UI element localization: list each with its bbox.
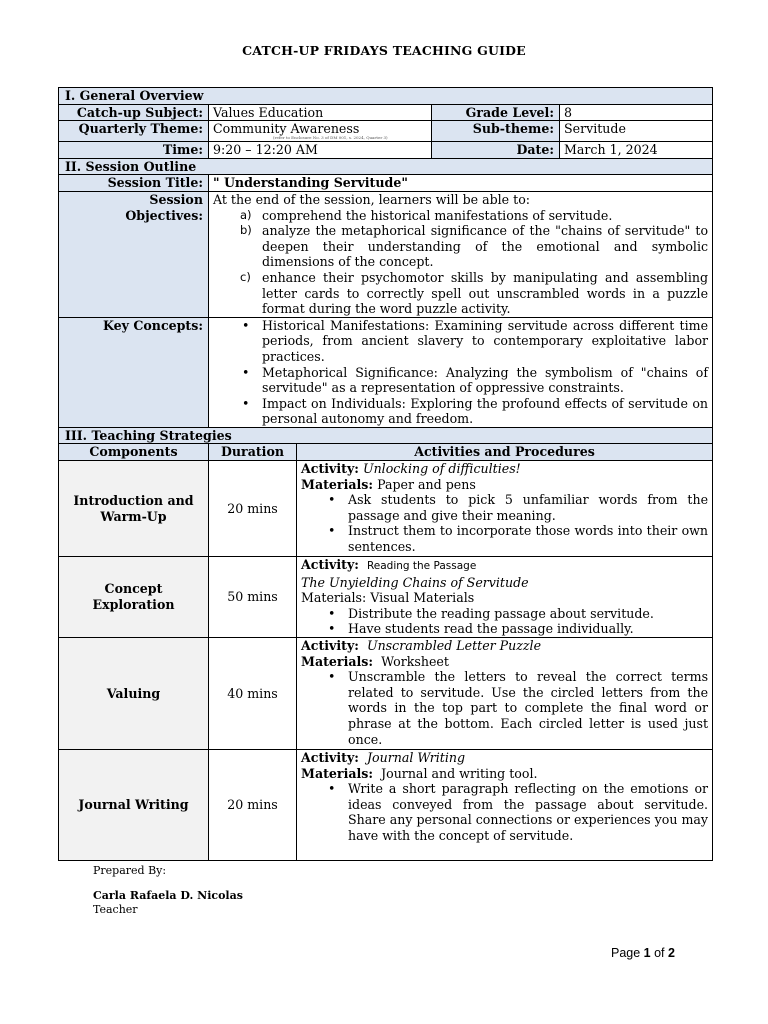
objectives-intro: At the end of the session, learners will be able to: bbox=[213, 191, 531, 207]
objective-marker: b) bbox=[240, 223, 252, 238]
subject-row bbox=[59, 104, 713, 121]
sub-theme-label: Sub-theme: bbox=[432, 121, 560, 142]
activity-title: Journal Writing bbox=[366, 750, 466, 766]
objective-item bbox=[213, 223, 708, 270]
duration-header: Duration bbox=[209, 444, 297, 461]
preparer-role: Teacher bbox=[93, 903, 138, 916]
activity-step: • Instruct them to incorporate those words into their own sentences. bbox=[301, 523, 708, 554]
activity-title: Unscrambled Letter Puzzle bbox=[366, 638, 542, 654]
activity-cell bbox=[297, 557, 713, 638]
strategy-row bbox=[59, 638, 713, 750]
materials-value: Journal and writing tool. bbox=[381, 765, 538, 781]
date-label: Date: bbox=[432, 142, 560, 159]
activity-title: Reading the Passage bbox=[366, 560, 477, 573]
objectives-label-line-1: Session bbox=[149, 191, 203, 207]
page-number bbox=[611, 946, 675, 960]
materials-line bbox=[301, 654, 708, 670]
activity-cell bbox=[297, 750, 713, 861]
activity-line bbox=[301, 557, 708, 575]
activities-header: Activities and Procedures bbox=[297, 444, 713, 461]
activity-steps bbox=[301, 669, 708, 747]
key-concept-item: • Metaphorical Significance: Analyzing the symbolism of "chains of servitude" as a representation of oppressive constraints. bbox=[213, 365, 708, 396]
session-outline-heading: II. Session Outline bbox=[59, 158, 713, 175]
component-name: Valuing bbox=[59, 638, 209, 750]
grade-level-label: Grade Level: bbox=[432, 104, 560, 121]
page-of: of bbox=[650, 946, 668, 960]
activity-step: • Unscramble the letters to reveal the correct terms related to servitude. Use the circled letters from the words in the top part to complete the final word or phrase at the bottom. Each circled letter is used just once. bbox=[301, 669, 708, 747]
theme-reference-note: (refer to Enclosure No. 3 of DM 001, s. 2024, Quarter 3) bbox=[273, 134, 388, 140]
quarterly-theme-value: Community Awareness bbox=[213, 121, 360, 137]
page-prefix: Page bbox=[611, 946, 644, 960]
grade-level-value: 8 bbox=[560, 104, 713, 121]
time-row bbox=[59, 142, 713, 159]
activity-label: Activity: bbox=[301, 557, 359, 573]
time-value: 9:20 – 12:20 AM bbox=[209, 142, 432, 159]
activity-steps bbox=[301, 492, 708, 554]
activity-label: Activity: bbox=[301, 638, 359, 654]
materials-line bbox=[301, 766, 708, 782]
component-duration: 20 mins bbox=[209, 461, 297, 557]
key-concept-item: • Historical Manifestations: Examining servitude across different time periods, from ancient slavery to contemporary exploitative labor practices. bbox=[213, 318, 708, 365]
activity-steps bbox=[301, 781, 708, 843]
objectives-row bbox=[59, 191, 713, 317]
session-title-label: Session Title: bbox=[59, 175, 209, 192]
component-name: Journal Writing bbox=[59, 750, 209, 861]
objective-item bbox=[213, 208, 708, 224]
component-name: Concept Exploration bbox=[59, 557, 209, 638]
objective-text: enhance their psychomotor skills by manipulating and assembling letter cards to correctly spell out unscrambled words in a puzzle format during the word puzzle activity. bbox=[262, 269, 709, 317]
date-value: March 1, 2024 bbox=[560, 142, 713, 159]
general-overview-heading: I. General Overview bbox=[59, 88, 713, 105]
materials-label: Materials: bbox=[301, 765, 374, 781]
activity-line bbox=[301, 638, 708, 654]
key-concepts-cell bbox=[209, 317, 713, 427]
materials-label: Materials: bbox=[301, 476, 374, 492]
session-outline-row bbox=[59, 158, 713, 175]
strategies-header-row bbox=[59, 444, 713, 461]
quarterly-theme-cell bbox=[209, 121, 432, 142]
key-concepts-row bbox=[59, 317, 713, 427]
activity-label: Activity: bbox=[301, 461, 359, 477]
materials-value: Worksheet bbox=[381, 653, 449, 669]
time-label: Time: bbox=[59, 142, 209, 159]
component-name: Introduction and Warm-Up bbox=[59, 461, 209, 557]
activity-step: • Distribute the reading passage about servitude. bbox=[301, 606, 708, 622]
subject-label: Catch-up Subject: bbox=[59, 104, 209, 121]
objectives-label bbox=[59, 191, 209, 317]
objectives-list bbox=[213, 208, 708, 317]
sub-theme-value: Servitude bbox=[560, 121, 713, 142]
activity-step: • Ask students to pick 5 unfamiliar words from the passage and give their meaning. bbox=[301, 492, 708, 523]
preparer-name: Carla Rafaela D. Nicolas bbox=[93, 889, 243, 902]
activity-cell bbox=[297, 461, 713, 557]
component-duration: 40 mins bbox=[209, 638, 297, 750]
key-concepts-list bbox=[213, 318, 708, 427]
activity-subtitle-text: The Unyielding Chains of Servitude bbox=[301, 574, 529, 590]
component-duration: 20 mins bbox=[209, 750, 297, 861]
session-title-row bbox=[59, 175, 713, 192]
activity-step: • Write a short paragraph reflecting on the emotions or ideas conveyed from the passage about servitude. Share any personal connections or experiences you may have with the concept of servitude. bbox=[301, 781, 708, 843]
document-title: CATCH-UP FRIDAYS TEACHING GUIDE bbox=[242, 43, 526, 58]
teaching-strategies-heading: III. Teaching Strategies bbox=[59, 427, 713, 444]
strategy-row bbox=[59, 557, 713, 638]
objective-marker: a) bbox=[240, 207, 252, 222]
component-duration: 50 mins bbox=[209, 557, 297, 638]
components-header: Components bbox=[59, 444, 209, 461]
materials-value: Paper and pens bbox=[377, 476, 476, 492]
activity-steps bbox=[301, 606, 708, 637]
current-page: 1 bbox=[643, 946, 651, 960]
general-overview-row bbox=[59, 88, 713, 105]
objectives-label-line-2: Objectives: bbox=[125, 207, 203, 223]
materials-line: Materials: Visual Materials bbox=[301, 590, 475, 606]
session-title-value: " Understanding Servitude" bbox=[209, 175, 713, 192]
materials-line bbox=[301, 477, 708, 493]
key-concept-item: • Impact on Individuals: Exploring the profound effects of servitude on personal autonomy and freedom. bbox=[213, 396, 708, 427]
teaching-guide-table bbox=[58, 87, 713, 861]
objective-text: analyze the metaphorical significance of the "chains of servitude" to deepen their understanding of the emotional and symbolic dimensions of the concept. bbox=[262, 223, 709, 270]
theme-row bbox=[59, 121, 713, 142]
activity-line bbox=[301, 461, 708, 477]
objective-marker: c) bbox=[240, 269, 251, 284]
objective-item bbox=[213, 270, 708, 317]
total-pages: 2 bbox=[668, 946, 675, 960]
activity-line bbox=[301, 750, 708, 766]
subject-value: Values Education bbox=[209, 104, 432, 121]
quarterly-theme-label: Quarterly Theme: bbox=[59, 121, 209, 142]
strategy-row bbox=[59, 461, 713, 557]
activity-subtitle bbox=[301, 575, 708, 591]
key-concepts-label: Key Concepts: bbox=[59, 317, 209, 427]
activity-step: • Have students read the passage individually. bbox=[301, 621, 708, 637]
prepared-by-label: Prepared By: bbox=[93, 864, 167, 877]
activity-cell bbox=[297, 638, 713, 750]
materials-label: Materials: bbox=[301, 653, 374, 669]
activity-title: Unlocking of difficulties! bbox=[362, 461, 521, 477]
activity-label: Activity: bbox=[301, 750, 359, 766]
teaching-strategies-row bbox=[59, 427, 713, 444]
objectives-cell bbox=[209, 191, 713, 317]
prepared-by-block bbox=[93, 864, 243, 917]
objective-text: comprehend the historical manifestations of servitude. bbox=[262, 207, 613, 223]
strategy-row bbox=[59, 750, 713, 861]
